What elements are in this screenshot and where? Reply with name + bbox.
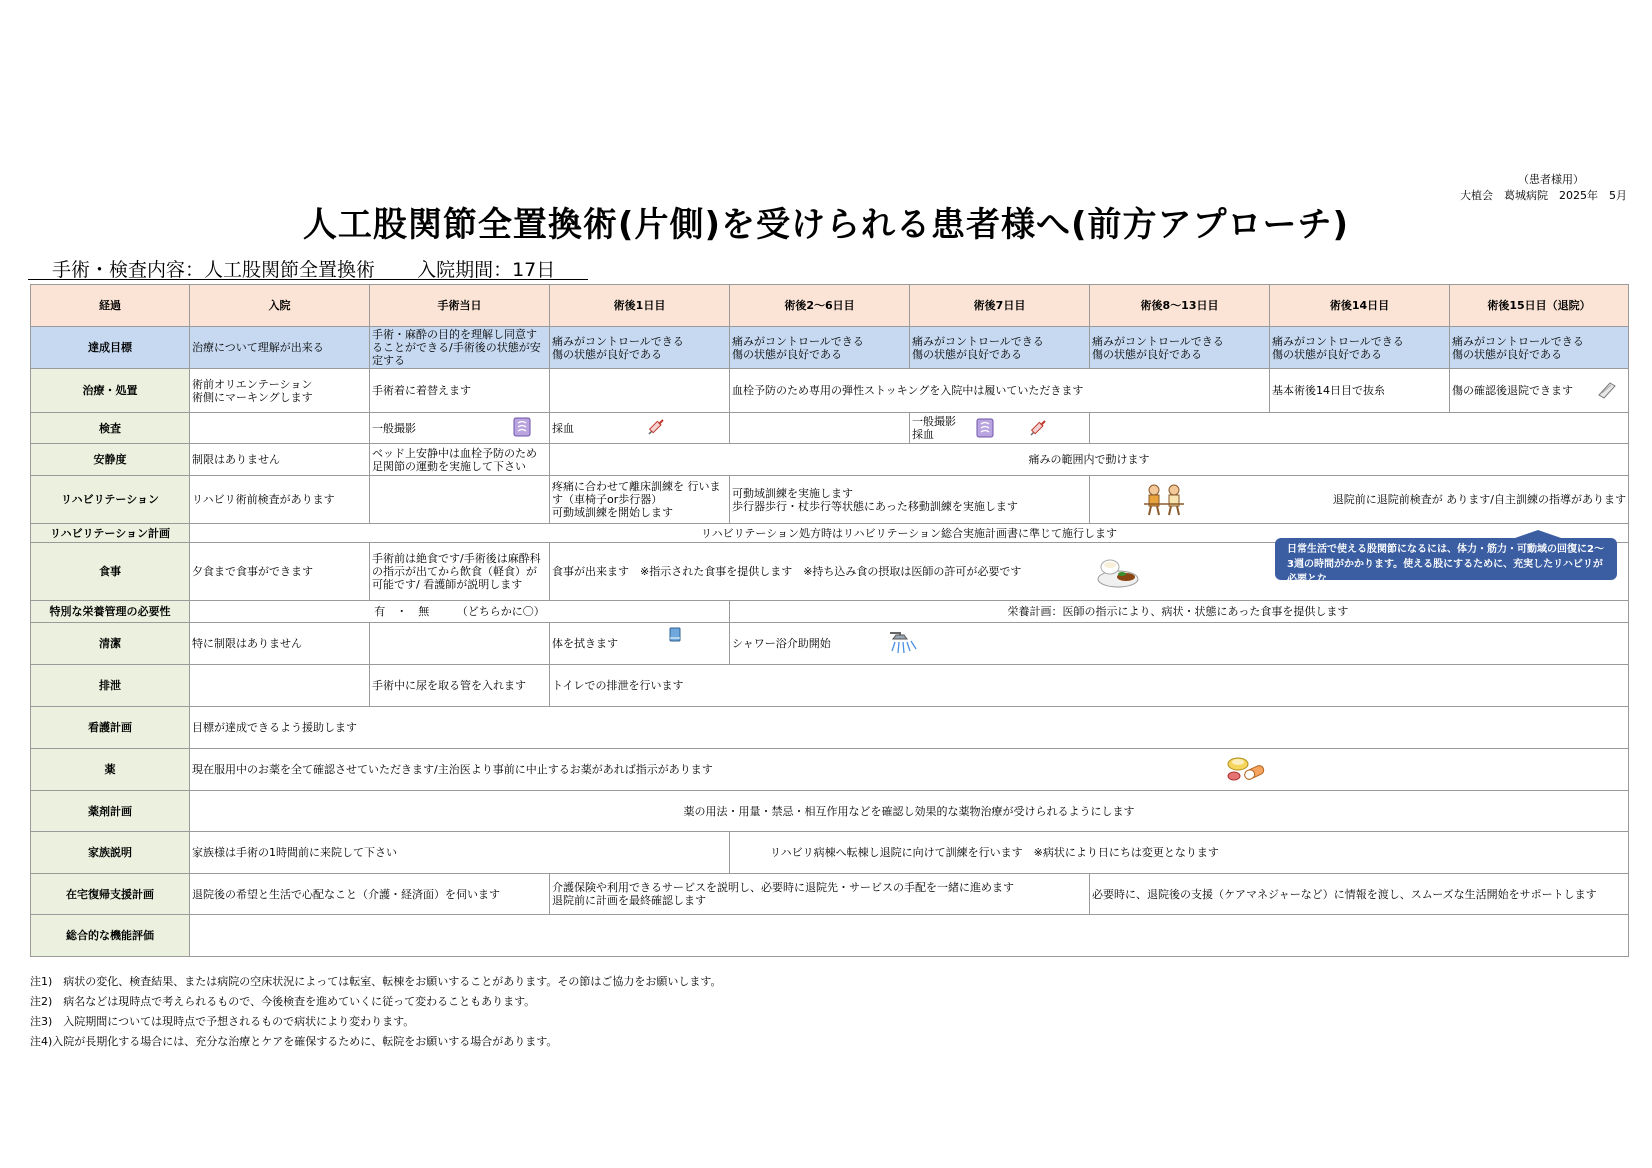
col-header: 術後7日目 — [910, 285, 1090, 327]
cell: 必要時に、退院後の支援（ケアマネジャーなど）に情報を渡し、スムーズな生活開始をサポートします — [1090, 874, 1629, 915]
row-label: リハビリテーション計画 — [31, 524, 190, 543]
row-hygiene — [31, 623, 1629, 665]
syringe-icon — [646, 417, 666, 437]
cell — [190, 413, 370, 444]
note: 注3) 入院期間については現時点で予想されるもので病状により変わります。 — [30, 1015, 415, 1028]
cell: 痛みがコントロールできる 傷の状態が良好である — [910, 327, 1090, 369]
row-home-support — [31, 874, 1629, 915]
note: 注4)入院が長期化する場合には、充分な治療とケアを確保するために、転院をお願いする場合があります。 — [30, 1035, 558, 1048]
row-drug-plan — [31, 791, 1629, 832]
discharge-text: 傷の確認後退院できます — [1452, 384, 1573, 397]
cell — [730, 413, 910, 444]
cell: 痛みがコントロールできる 傷の状態が良好である — [1450, 327, 1629, 369]
cell — [550, 623, 730, 665]
cell: 手術前は絶食です/手術後は麻酔科の指示が出てから飲食（軽食）が可能です/ 看護師が説明します — [370, 543, 550, 601]
col-header: 術後2～6日目 — [730, 285, 910, 327]
syringe-icon — [1028, 418, 1048, 438]
pills-icon — [1226, 750, 1268, 786]
cell — [190, 749, 1629, 791]
cell: 家族様は手術の1時間前に来院して下さい — [190, 832, 730, 874]
col-header: 経過 — [31, 285, 190, 327]
towel-icon — [668, 627, 682, 643]
cell: 可動域訓練を実施します 歩行器歩行・杖歩行等状態にあった移動訓練を実施します — [730, 476, 1090, 524]
shower-icon — [886, 629, 920, 659]
row-exam — [31, 413, 1629, 444]
row-label: 食事 — [31, 543, 190, 601]
cell — [730, 623, 1629, 665]
row-label: 検査 — [31, 413, 190, 444]
cell: 術前オリエンテーション 術側にマーキングします — [190, 369, 370, 413]
cell: 痛みの範囲内で動けます — [550, 444, 1629, 476]
notes — [30, 972, 722, 1052]
hospital-date: 大植会 葛城病院 2025年 5月 — [1460, 189, 1627, 202]
row-label: 家族説明 — [31, 832, 190, 874]
xray-icon — [976, 418, 994, 438]
shower-text: シャワー浴介助開始 — [732, 637, 831, 650]
subtitle — [28, 255, 588, 280]
exam-text: 一般撮影 採血 — [912, 415, 956, 441]
row-label: 総合的な機能評価 — [31, 915, 190, 957]
cell: 夕食まで食事ができます — [190, 543, 370, 601]
cell: 手術中に尿を取る管を入れます — [370, 665, 550, 707]
cell: 薬の用法・用量・禁忌・相互作用などを確認し効果的な薬物治療が受けられるようにします — [190, 791, 1629, 832]
exam-text: 一般撮影 — [372, 421, 416, 435]
row-label: 薬 — [31, 749, 190, 791]
cell: ベッド上安静中は血栓予防のため足関節の運動を実施して下さい — [370, 444, 550, 476]
row-excretion — [31, 665, 1629, 707]
cell: 退院後の希望と生活で心配なこと（介護・経済面）を伺います — [190, 874, 550, 915]
row-label: 看護計画 — [31, 707, 190, 749]
cell — [550, 369, 730, 413]
cell — [550, 413, 730, 444]
rehab-callout: 日常生活で使える股関節になるには、体力・筋力・可動域の回復に2～3週の時間がかかります。使える股にするために、充実したリハビリが必要とな — [1275, 538, 1617, 580]
row-label: 特別な栄養管理の必要性 — [31, 601, 190, 623]
note: 注2) 病名などは現時点で考えられるもので、今後検査を進めていくに従って変わることもあります。 — [30, 995, 536, 1008]
cell: 痛みがコントロールできる 傷の状態が良好である — [730, 327, 910, 369]
cell — [910, 413, 1090, 444]
meal-icon — [1096, 553, 1140, 589]
row-nursing — [31, 707, 1629, 749]
cell: 栄養計画：医師の指示により、病状・状態にあった食事を提供します — [730, 601, 1629, 623]
cell — [1450, 369, 1629, 413]
rehab-discharge-text: 退院前に退院前検査が あります/自主訓練の指導があります — [1332, 493, 1626, 506]
row-label: 治療・処置 — [31, 369, 190, 413]
row-nutrition — [31, 601, 1629, 623]
row-label: リハビリテーション — [31, 476, 190, 524]
row-label: 薬剤計画 — [31, 791, 190, 832]
cell: リハビリ病棟へ転棟し退院に向けて訓練を行います ※病状により日にちは変更となります — [730, 832, 1629, 874]
cell: トイレでの排泄を行います — [550, 665, 1629, 707]
cell: 目標が達成できるよう援助します — [190, 707, 1629, 749]
medicine-text: 現在服用中のお薬を全て確認させていただきます/主治医より事前に中止するお薬があれば指示があります — [192, 763, 713, 776]
gauze-icon — [1596, 380, 1618, 400]
col-header: 術後15日目（退院） — [1450, 285, 1629, 327]
cell: 治療について理解が出来る — [190, 327, 370, 369]
cell: 血栓予防のため専用の弾性ストッキングを入院中は履いていただきます — [730, 369, 1270, 413]
row-medicine — [31, 749, 1629, 791]
col-header: 入院 — [190, 285, 370, 327]
header-row — [31, 285, 1629, 327]
hygiene-text: 体を拭きます — [552, 637, 618, 650]
cell: 疼痛に合わせて離床訓練を 行います（車椅子or歩行器） 可動域訓練を開始します — [550, 476, 730, 524]
cell: リハビリ術前検査があります — [190, 476, 370, 524]
row-evaluation — [31, 915, 1629, 957]
cell — [190, 915, 1629, 957]
cell: 制限はありません — [190, 444, 370, 476]
cell — [370, 413, 550, 444]
rehab-people-icon — [1142, 484, 1186, 516]
cell — [370, 623, 550, 665]
cell — [370, 476, 550, 524]
cell: 特に制限はありません — [190, 623, 370, 665]
row-rehab — [31, 476, 1629, 524]
row-label: 清潔 — [31, 623, 190, 665]
cell — [190, 665, 370, 707]
cell — [1090, 413, 1629, 444]
cell: 介護保険や利用できるサービスを説明し、必要時に退院先・サービスの手配を一緒に進めます 退院前に計画を最終確認します — [550, 874, 1090, 915]
cell: 手術・麻酔の目的を理解し同意することができる/手術後の状態が安定する — [370, 327, 550, 369]
cell: 痛みがコントロールできる 傷の状態が良好である — [1270, 327, 1450, 369]
cell — [1090, 476, 1629, 524]
col-header: 術後1日目 — [550, 285, 730, 327]
cell: 手術着に着替えます — [370, 369, 550, 413]
row-goal — [31, 327, 1629, 369]
col-header: 術後8～13日目 — [1090, 285, 1270, 327]
procedure-label: 手術・検査内容：人工股関節全置換術 — [52, 259, 376, 281]
stay-label: 入院期間：17日 — [417, 259, 556, 281]
cell: 痛みがコントロールできる 傷の状態が良好である — [550, 327, 730, 369]
col-header: 術後14日目 — [1270, 285, 1450, 327]
row-label: 達成目標 — [31, 327, 190, 369]
col-header: 手術当日 — [370, 285, 550, 327]
cell: 有 ・ 無 （どちらかに〇） — [190, 601, 730, 623]
row-label: 排泄 — [31, 665, 190, 707]
meal-text: 食事が出来ます ※指示された食事を提供します ※持ち込み食の摂取は医師の許可が必要です — [552, 565, 1022, 578]
cell: 基本術後14日目で抜糸 — [1270, 369, 1450, 413]
row-label: 安静度 — [31, 444, 190, 476]
row-label: 在宅復帰支援計画 — [31, 874, 190, 915]
row-treatment — [31, 369, 1629, 413]
clinical-path-table — [30, 284, 1629, 957]
cell: リハビリテーション処方時はリハビリテーション総合実施計画書に準じて施行します — [190, 524, 1629, 543]
row-rest — [31, 444, 1629, 476]
note: 注1) 病状の変化、検査結果、または病院の空床状況によっては転室、転棟をお願いすることがあります。その節はご協力をお願いします。 — [30, 975, 722, 988]
usage-label: （患者様用） — [1518, 173, 1584, 186]
xray-icon — [513, 417, 531, 437]
page-title: 人工股関節全置換術(片側)を受けられる患者様へ(前方アプローチ) — [302, 205, 1350, 245]
exam-text: 採血 — [552, 421, 574, 435]
cell: 痛みがコントロールできる 傷の状態が良好である — [1090, 327, 1270, 369]
row-family — [31, 832, 1629, 874]
